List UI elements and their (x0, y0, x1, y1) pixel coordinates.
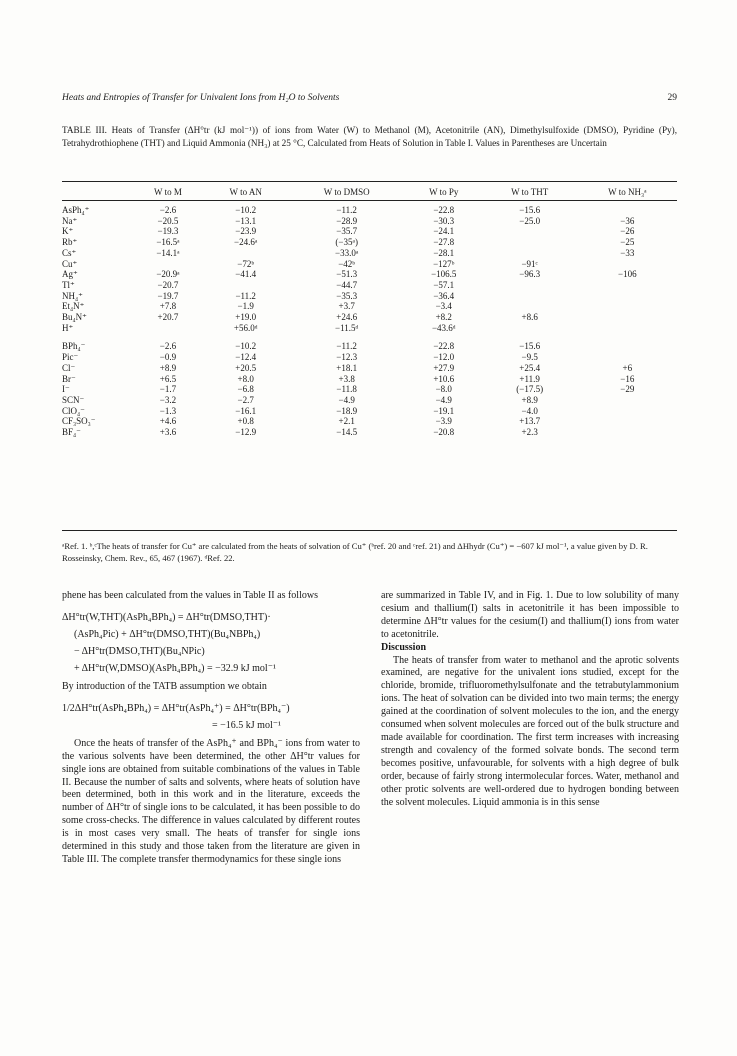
table-row (62, 363, 677, 374)
column-header: W to DMSO (323, 187, 370, 197)
table-row (62, 291, 677, 302)
equation-line: (AsPh₄Pic) + ΔH°tr(DMSO,THT)(Bu₄NBPh₄) (74, 628, 261, 640)
value-cell: −91ᶜ (521, 258, 538, 269)
ion-cell: Cl⁻ (62, 362, 76, 373)
value-cell: −4.9 (435, 394, 452, 405)
value-cell: −12.0 (433, 352, 455, 363)
value-cell: +20.7 (157, 312, 179, 323)
value-cell: −14.1ᵃ (156, 247, 180, 258)
value-cell: −20.5 (157, 215, 179, 226)
value-cell (578, 395, 677, 406)
table-row (62, 352, 677, 363)
value-cell: −29 (620, 384, 635, 395)
value-cell: −36 (620, 215, 635, 226)
ion-cell: Na⁺ (62, 215, 78, 226)
equation-line: = −16.5 kJ mol⁻¹ (212, 719, 282, 731)
value-cell: +56.0ᵈ (233, 322, 258, 333)
value-cell: +19.0 (235, 312, 257, 323)
ion-cell: AsPh₄⁺ (62, 205, 90, 215)
table-row (62, 269, 677, 280)
value-cell: +8.0 (237, 373, 254, 384)
value-cell: −33.0ᵃ (335, 247, 359, 258)
value-cell: −0.9 (159, 352, 177, 363)
table-row (62, 312, 677, 323)
value-cell: (−35ᵃ) (335, 237, 358, 248)
table-row (62, 205, 677, 216)
ion-cell: BF₄⁻ (62, 427, 81, 438)
ion-cell: Cs⁺ (62, 247, 77, 258)
table-row (62, 406, 677, 417)
value-cell: −11.2 (336, 205, 357, 215)
value-cell: −4.0 (521, 405, 538, 416)
table-row (62, 374, 677, 385)
value-cell: +10.6 (433, 373, 455, 384)
value-cell: +2.3 (521, 427, 538, 438)
value-cell: −42ᵇ (338, 258, 356, 269)
ion-cell: Tl⁺ (62, 279, 75, 290)
table-row (62, 226, 677, 237)
value-cell: −51.3 (336, 269, 358, 280)
value-cell: −2.7 (237, 394, 254, 405)
value-cell: +2.1 (338, 416, 355, 427)
value-cell (204, 248, 288, 259)
value-cell: −22.8 (433, 341, 455, 352)
value-cell: −127ᵇ (433, 258, 455, 269)
table-row (62, 395, 677, 406)
value-cell: −12.3 (336, 352, 358, 363)
ion-cell: Et₄N⁺ (62, 301, 85, 312)
column-header: W to Py (429, 187, 459, 197)
value-cell: −11.8 (336, 384, 357, 395)
column-header: W to AN (229, 187, 262, 197)
table-row (62, 280, 677, 291)
value-cell (578, 352, 677, 363)
equation-line: + ΔH°tr(W,DMSO)(AsPh₄BPh₄) = −32.9 kJ mol⁻¹ (74, 662, 276, 674)
value-cell: −10.2 (235, 205, 257, 215)
table-row (62, 237, 677, 248)
value-cell: +6.5 (159, 373, 177, 384)
value-cell: −26 (620, 226, 635, 237)
value-cell (578, 259, 677, 270)
value-cell: −1.9 (237, 301, 254, 312)
value-cell: +4.6 (159, 416, 177, 427)
value-cell: −28.9 (336, 215, 358, 226)
table-row (62, 259, 677, 270)
table-top-rule (62, 181, 677, 182)
value-cell: +3.6 (159, 427, 177, 438)
value-cell: −11.2 (235, 290, 256, 301)
value-cell (482, 291, 578, 302)
table-bottom-rule (62, 530, 677, 531)
value-cell: −23.9 (235, 226, 257, 237)
value-cell: −106 (618, 269, 637, 280)
value-cell: −11.2 (336, 341, 357, 352)
column-header: W to NH₃ᵃ (608, 187, 647, 197)
table-header-row (62, 185, 677, 199)
value-cell: −20.8 (433, 427, 455, 438)
value-cell: −19.1 (433, 405, 455, 416)
table-row (62, 216, 677, 227)
value-cell: −15.6 (519, 341, 541, 352)
value-cell: −43.6ᵈ (431, 322, 456, 333)
value-cell (578, 341, 677, 352)
value-cell (132, 259, 204, 270)
value-cell (578, 416, 677, 427)
ion-cell: BPh₄⁻ (62, 341, 86, 352)
value-cell: +11.9 (519, 373, 540, 384)
value-cell: (−17.5) (516, 384, 544, 395)
value-cell: −2.6 (159, 205, 177, 215)
ion-cell: SCN⁻ (62, 394, 85, 405)
table-row (62, 416, 677, 427)
equation-2 (62, 700, 360, 734)
running-title: Heats and Entropies of Transfer for Univalent Ions from H₂O to Solvents (62, 93, 340, 103)
value-cell: −10.2 (235, 341, 257, 352)
ion-cell: Br⁻ (62, 373, 76, 384)
value-cell: −72ᵇ (237, 258, 255, 269)
value-cell: +27.9 (433, 362, 455, 373)
value-cell: +13.7 (519, 416, 541, 427)
value-cell (578, 427, 677, 438)
ion-cell: ClO₄⁻ (62, 405, 85, 416)
value-cell: −16.5ᵃ (156, 237, 180, 248)
value-cell: −44.7 (336, 279, 358, 290)
value-cell: +20.5 (235, 362, 257, 373)
value-cell: −18.9 (336, 405, 358, 416)
value-cell: −35.7 (336, 226, 358, 237)
value-cell: −14.5 (336, 427, 358, 438)
value-cell (578, 205, 677, 216)
paragraph: are summarized in Table IV, and in Fig. 1. Due to low solubility of many cesium and thallium(I) salts in acetonitrile it has been impossible to determine ΔH°tr values for the cesium(I) and thallium(I) ions from water to acetonitrile. (381, 590, 679, 640)
value-cell (482, 226, 578, 237)
table-footnote: ᵃRef. 1. ᵇ,ᶜThe heats of transfer for Cu⁺ are calculated from the heats of solvation of Cu⁺ (ᵇref. 20 and ᶜref. 21) and ΔHhydr (Cu⁺) = −607 kJ mol⁻¹, a value given by D. R. Rosseinsky, Chem. Rev., 65, 467 (1967). ᵈRef. 22. (62, 541, 648, 563)
value-cell: −13.1 (235, 215, 257, 226)
value-cell (578, 406, 677, 417)
value-cell (132, 323, 204, 334)
paragraph: Once the heats of transfer of the AsPh₄⁺ and BPh₄⁻ ions from water to the various solvents have been determined, the other ΔH°tr values for single ions are obtained from suitable combinations of the values in Table II. Because the number of salts and solvents, where heats of solution have been determined, both in this work and in the literature, exceeds the number of ΔH°tr of single ions to be calculated, it has been possible to do some cross-checks. The difference in values calculated by different routes is in most cases very small. The heats of transfer for single ions determined in this study and those taken from the literature are given in Table III. The complete transfer thermodynamics for these single ions (62, 737, 360, 865)
value-cell: −3.4 (435, 301, 452, 312)
value-cell: −28.1 (433, 247, 455, 258)
value-cell: −36.4 (433, 290, 455, 301)
value-cell: −41.4 (235, 269, 257, 280)
value-cell: +7.8 (159, 301, 177, 312)
value-cell (578, 312, 677, 323)
ion-cell: H⁺ (62, 322, 74, 333)
value-cell: −30.3 (433, 215, 455, 226)
table-row (62, 301, 677, 312)
value-cell: +8.9 (521, 394, 538, 405)
value-cell: −3.9 (435, 416, 452, 427)
value-cell: −2.6 (159, 341, 177, 352)
value-cell: +3.7 (338, 301, 355, 312)
value-cell: −16 (620, 373, 635, 384)
value-cell: −22.8 (433, 205, 455, 215)
value-cell: +18.1 (336, 362, 358, 373)
value-cell: +6 (622, 362, 633, 373)
value-cell: −57.1 (433, 279, 455, 290)
value-cell (578, 301, 677, 312)
value-cell: −35.3 (336, 290, 358, 301)
table-row (62, 323, 677, 334)
section-heading: Discussion (381, 641, 427, 653)
value-cell: −16.1 (235, 405, 257, 416)
value-cell: −1.7 (159, 384, 177, 395)
equation-1 (62, 609, 360, 677)
value-cell (482, 248, 578, 259)
value-cell: −19.3 (157, 226, 179, 237)
value-cell: +8.6 (521, 312, 538, 323)
value-cell: +0.8 (237, 416, 254, 427)
value-cell: −15.6 (519, 205, 541, 215)
column-header: W to THT (511, 187, 549, 197)
table-row (62, 248, 677, 259)
table-row (62, 384, 677, 395)
paragraph: phene has been calculated from the values in Table II as follows (62, 590, 318, 601)
value-cell (578, 323, 677, 334)
value-cell: +25.4 (519, 362, 541, 373)
value-cell: −12.9 (235, 427, 257, 438)
value-cell: +8.9 (159, 362, 177, 373)
page-number: 29 (667, 93, 677, 103)
value-cell: −27.8 (433, 237, 455, 248)
ion-cell: Pic⁻ (62, 352, 79, 363)
left-column (62, 590, 360, 867)
value-cell: −33 (620, 247, 635, 258)
heats-of-transfer-table (62, 185, 677, 438)
paragraph: The heats of transfer from water to methanol and the aprotic solvents examined, are negative for the univalent ions studied, except for the chloride, bromide, trifluoromethylsulfonate and the tetrabutylammonium ions. The heat of solvation can be divided into two main terms; the energy gained at the coordination of solvent molecules to the ion, and the energy consumed when solvent molecules are forced out of the bulk structure and made available for coordination. The first term increases with increasing strength and covalency of the formed solvate bonds. The second term becomes positive, unfavourable, for solvents with a high degree of bulk order, because of fairly strong intermolecular forces. Water, methanol and other protic solvents are well-ordered due to hydrogen bonding between the solvent molecules. Liquid ammonia is in this sense (381, 654, 679, 808)
value-cell: −8.0 (435, 384, 452, 395)
value-cell: +8.2 (435, 312, 452, 323)
table-caption: TABLE III. Heats of Transfer (ΔH°tr (kJ mol⁻¹)) of ions from Water (W) to Methanol (M), Acetonitrile (AN), Dimethylsulfoxide (DMSO), Pyridine (Py), Tetrahydrothiophene (THT) and Liquid Ammonia (NH₃) at 25 °C, Calculated from Heats of Solution in Table I. Values in Parentheses are Uncertain (62, 125, 677, 148)
ion-cell: Rb⁺ (62, 237, 78, 248)
running-header (62, 93, 677, 107)
value-cell: −25.0 (519, 215, 541, 226)
value-cell: +24.6 (336, 312, 358, 323)
value-cell (578, 280, 677, 291)
column-header: W to M (154, 187, 182, 197)
equation-line: 1/2ΔH°tr(AsPh₄BPh₄) = ΔH°tr(AsPh₄⁺) = ΔH°tr(BPh₄⁻) (62, 702, 290, 714)
paragraph: By introduction of the TATB assumption we obtain (62, 680, 267, 692)
value-cell: −6.8 (237, 384, 254, 395)
ion-cell: CF₃SO₃⁻ (62, 416, 96, 427)
value-cell: −106.5 (431, 269, 457, 280)
table-row (62, 341, 677, 352)
value-cell: −20.7 (157, 279, 179, 290)
ion-cell: K⁺ (62, 226, 74, 237)
value-cell: −9.5 (521, 352, 538, 363)
ion-cell: Cu⁺ (62, 258, 78, 269)
row-spacer (62, 333, 677, 341)
value-cell: −24.1 (433, 226, 455, 237)
value-cell: −24.6ᵃ (234, 237, 258, 248)
ion-cell: Bu₄N⁺ (62, 312, 87, 323)
table-body (62, 199, 677, 438)
value-cell (482, 301, 578, 312)
equation-line: − ΔH°tr(DMSO,THT)(Bu₄NPic) (74, 645, 205, 657)
value-cell: −96.3 (519, 269, 541, 280)
column-header (62, 185, 132, 199)
value-cell: −25 (620, 237, 635, 248)
value-cell: −3.2 (159, 394, 177, 405)
value-cell: −20.9ᵃ (156, 269, 180, 280)
value-cell (578, 291, 677, 302)
value-cell (482, 280, 578, 291)
value-cell: −4.9 (338, 394, 355, 405)
value-cell: +3.8 (338, 373, 355, 384)
value-cell (482, 323, 578, 334)
value-cell: −12.4 (235, 352, 257, 363)
value-cell (482, 237, 578, 248)
value-cell (204, 280, 288, 291)
table-row (62, 427, 677, 438)
value-cell: −1.3 (159, 405, 177, 416)
ion-cell: Ag⁺ (62, 269, 78, 280)
ion-cell: NH₄⁺ (62, 290, 83, 301)
right-column (381, 590, 679, 809)
value-cell: −19.7 (157, 290, 179, 301)
value-cell: −11.5ᵈ (335, 322, 359, 333)
equation-line: ΔH°tr(W,THT)(AsPh₄BPh₄) = ΔH°tr(DMSO,THT)· (62, 611, 271, 623)
ion-cell: I⁻ (62, 384, 70, 395)
